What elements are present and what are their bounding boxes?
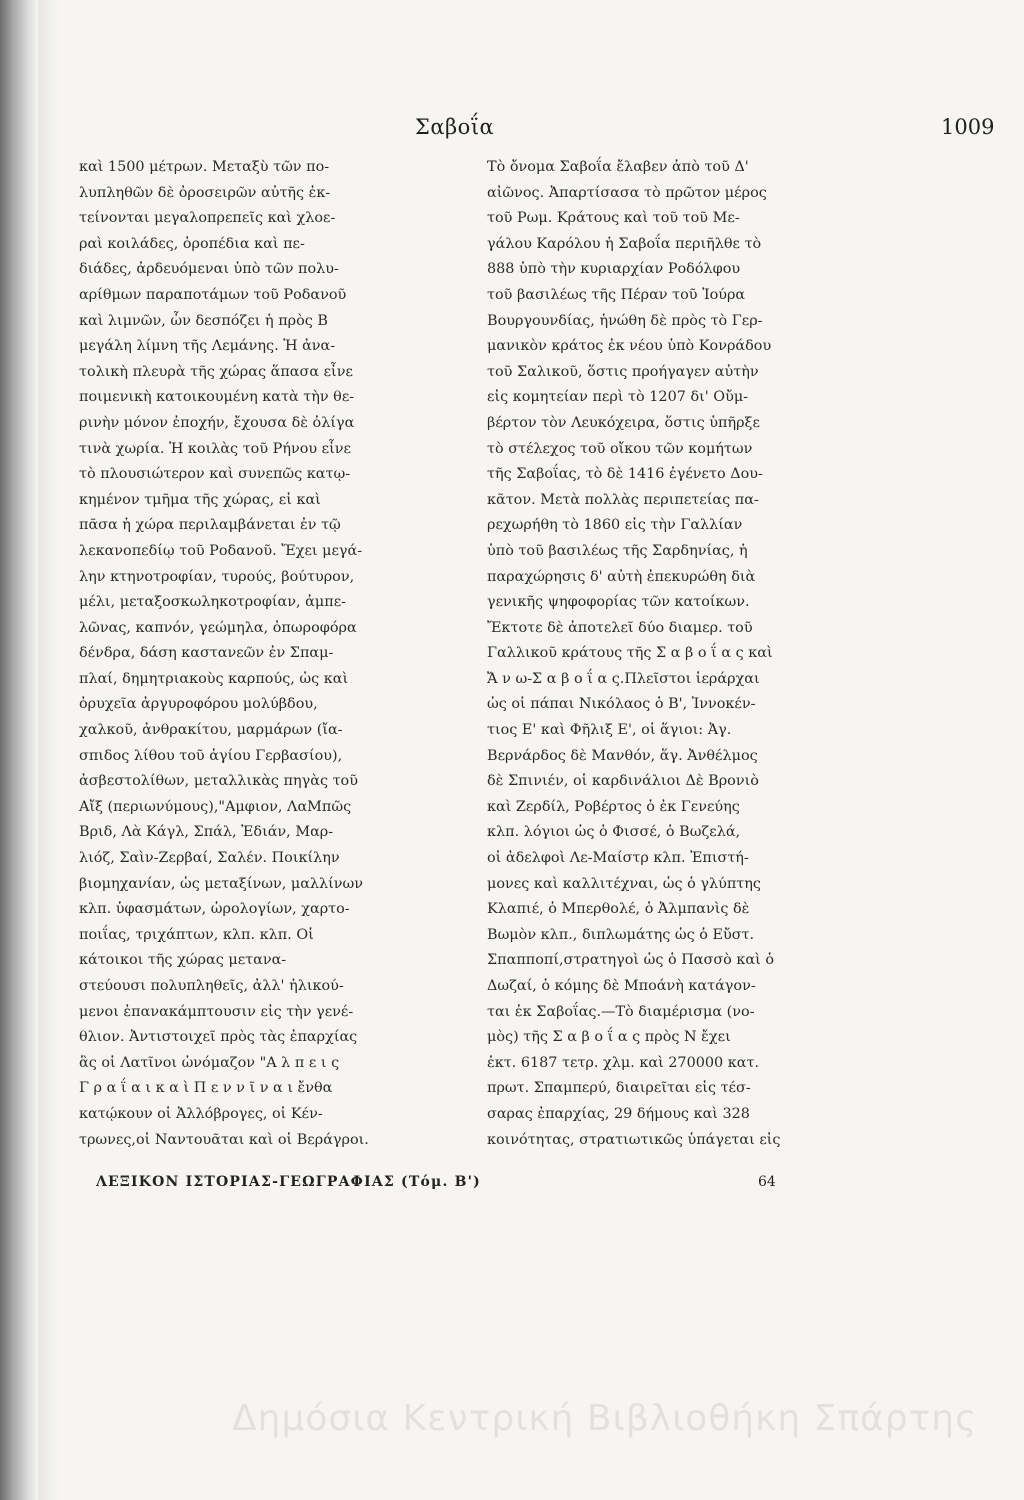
text-line: ποιΐας, τριχάπτων, κλπ. κλπ. Οἱ xyxy=(79,926,314,943)
text-line: λῶνας, καπνόν, γεώμηλα, ὀπωροφόρα xyxy=(79,619,357,636)
text-line: πᾶσα ἡ χώρα περιλαμβάνεται ἐν τῷ xyxy=(79,517,341,534)
text-line: βέρτον τὸν Λευκόχειρα, ὅστις ὑπῆρξε xyxy=(487,414,760,431)
text-line: Τὸ ὄνομα Σαβοΐα ἔλαβεν ἀπὸ τοῦ Δ' xyxy=(487,159,749,175)
text-line: τρωνες,οἱ Ναντουᾶται καὶ οἱ Βεράγροι. xyxy=(79,1131,369,1148)
text-line: σπιδος λίθου τοῦ ἁγίου Γερβασίου), xyxy=(79,747,343,764)
text-line: διάδες, ἀρδευόμεναι ὑπὸ τῶν πολυ- xyxy=(79,261,339,278)
text-line: καὶ Ζερδίλ, Ροβέρτος ὁ ἐκ Γενεύης xyxy=(487,798,740,815)
text-line: Γαλλικοῦ κράτους τῆς Σ α β ο ΐ α ς καὶ xyxy=(487,645,773,662)
text-line: κλπ. λόγιοι ὡς ὁ Φισσέ, ὁ Βωζελά, xyxy=(487,824,741,841)
left-column xyxy=(79,155,463,1153)
library-watermark: Δημόσια Κεντρική Βιβλιοθήκη Σπάρτης xyxy=(232,1398,978,1439)
text-line: τινὰ χωρία. Ἡ κοιλὰς τοῦ Ρήνου εἶνε xyxy=(79,440,351,457)
text-line: εἰς κομητείαν περὶ τὸ 1207 δι' Οὔμ- xyxy=(487,389,749,406)
text-line: καὶ λιμνῶν, ὧν δεσπόζει ἡ πρὸς Β xyxy=(79,312,329,329)
text-line: κλπ. ὑφασμάτων, ὡρολογίων, χαρτο- xyxy=(79,901,350,918)
text-line: βιομηχανίαν, ὡς μεταξίνων, μαλλίνων xyxy=(79,875,364,892)
text-line: μανικὸν κράτος ἐκ νέου ὑπὸ Κονράδου xyxy=(487,338,772,355)
page-number: 1009 xyxy=(941,115,995,139)
text-line: Βερνάρδος δὲ Μανθόν, ἅγ. Ἀνθέλμος xyxy=(487,747,758,764)
text-line: αρίθμων παραποτάμων τοῦ Ροδανοῦ xyxy=(79,286,347,303)
text-line: ὀρυχεῖα ἀργυροφόρου μολύβδου, xyxy=(79,696,318,713)
text-line: ἐκτ. 6187 τετρ. χλμ. καὶ 270000 κατ. xyxy=(487,1054,760,1071)
text-line: τοῦ Σαλικοῦ, ὅστις προήγαγεν αὐτὴν xyxy=(487,363,759,380)
text-line: μενοι ἐπανακάμπτουσιν εἰς τὴν γενέ- xyxy=(79,1003,354,1020)
text-line: Βωμὸν κλπ., διπλωμάτης ὡς ὁ Εὔστ. xyxy=(487,926,755,943)
text-line: καὶ 1500 μέτρων. Μεταξὺ τῶν πο- xyxy=(79,159,330,175)
text-line: σαρας ἐπαρχίας, 29 δήμους καὶ 328 xyxy=(487,1105,750,1122)
text-line: γάλου Καρόλου ἡ Σαβοΐα περιῆλθε τὸ xyxy=(487,235,762,252)
text-line: μεγάλη λίμνη τῆς Λεμάνης. Ἡ ἀνα- xyxy=(79,338,336,355)
text-line: ρεχωρήθη τὸ 1860 εἰς τὴν Γαλλίαν xyxy=(487,517,743,534)
text-line: Κλαπιέ, ὁ Μπερθολέ, ὁ Ἀλμπανὶς δὲ xyxy=(487,901,750,918)
binding-shadow xyxy=(0,0,38,1500)
text-line: τὸ στέλεχος τοῦ οἴκου τῶν κομήτων xyxy=(487,440,753,457)
text-line: οἱ ἀδελφοὶ Λε-Μαίστρ κλπ. Ἐπιστή- xyxy=(487,850,749,867)
text-line: ὑπὸ τοῦ βασιλέως τῆς Σαρδηνίας, ἡ xyxy=(487,542,748,559)
footer-signature: ΛΕΞΙΚΟΝ ΙΣΤΟΡΙΑΣ-ΓΕΩΓΡΑΦΙΑΣ (Τόμ. Β') xyxy=(96,1174,481,1190)
text-line: λυπληθῶν δὲ ὀροσειρῶν αὐτῆς ἐκ- xyxy=(79,184,331,201)
text-line: ρινὴν μόνον ἐποχήν, ἔχουσα δὲ ὀλίγα xyxy=(79,414,355,431)
text-line: κοινότητας, στρατιωτικῶς ὑπάγεται εἰς xyxy=(487,1131,781,1148)
text-line: θλιον. Ἀντιστοιχεῖ πρὸς τὰς ἐπαρχίας xyxy=(79,1029,358,1046)
text-line: ραὶ κοιλάδες, ὀροπέδια καὶ πε- xyxy=(79,235,305,252)
text-line: τῆς Σαβοΐας, τὸ δὲ 1416 ἐγένετο Δου- xyxy=(487,466,763,483)
text-line: τὸ πλουσιώτερον καὶ συνεπῶς κατῳ- xyxy=(79,466,351,483)
text-line: Ἔκτοτε δὲ ἀποτελεῖ δύο διαμερ. τοῦ xyxy=(487,619,753,636)
text-line: παραχώρησις δ' αὐτὴ ἐπεκυρώθη διὰ xyxy=(487,568,756,585)
text-line: κατῴκουν οἱ Ἀλλόβρογες, οἱ Κέν- xyxy=(79,1105,323,1122)
binding-shadow-soft xyxy=(38,0,60,1500)
text-line: τιος Ε' καὶ Φῆλιξ Ε', οἱ ἅγιοι: Ἀγ. xyxy=(487,722,732,739)
text-line: δένδρα, δάση καστανεῶν ἐν Σπαμ- xyxy=(79,645,334,662)
text-line: τοῦ βασιλέως τῆς Πέραν τοῦ Ἰούρα xyxy=(487,286,746,303)
text-line: Αἴξ (περιωνύμους),"Αμφιον, ΛαΜπῶς xyxy=(79,798,352,815)
text-line: τείνονται μεγαλοπρεπεῖς καὶ χλοε- xyxy=(79,210,336,227)
text-line: ἃς οἱ Λατῖνοι ὠνόμαζον "Α λ π ε ι ς xyxy=(79,1054,340,1071)
text-line: δὲ Σπινιέν, οἱ καρδινάλιοι Δὲ Βρονιὸ xyxy=(487,773,759,790)
text-line: 888 ὑπὸ τὴν κυριαρχίαν Ροδόλφου xyxy=(487,261,741,278)
text-line: μέλι, μεταξοσκωληκοτροφίαν, ἀμπε- xyxy=(79,594,347,611)
text-line: κᾶτον. Μετὰ πολλὰς περιπετείας πα- xyxy=(487,491,759,508)
text-line: Δωζαί, ὁ κόμης δὲ Μποάνὴ κατάγον- xyxy=(487,978,756,994)
text-line: πλαί, δημητριακοὺς καρπούς, ὡς καὶ xyxy=(79,670,349,687)
text-line: Βουργουνδίας, ἡνώθη δὲ πρὸς τὸ Γερ- xyxy=(487,312,763,329)
text-line: ται ἐκ Σαβοΐας.—Τὸ διαμέρισμα (νο- xyxy=(487,1003,755,1020)
text-line: αἰῶνος. Ἀπαρτίσασα τὸ πρῶτον μέρος xyxy=(487,184,767,201)
text-line: λην κτηνοτροφίαν, τυρούς, βούτυρον, xyxy=(79,568,355,585)
text-line: χαλκοῦ, ἀνθρακίτου, μαρμάρων (ἴα- xyxy=(79,722,343,739)
text-line: Σπαπποπί,στρατηγοὶ ὡς ὁ Πασσὸ καὶ ὁ xyxy=(487,952,774,969)
text-line: κημένον τμῆμα τῆς χώρας, εἰ καὶ xyxy=(79,491,321,508)
text-line: τολικὴ πλευρὰ τῆς χώρας ἅπασα εἶνε xyxy=(79,363,353,380)
text-line: μὸς) τῆς Σ α β ο ΐ α ς πρὸς Ν ἔχει xyxy=(487,1029,731,1046)
footer-sheet-number: 64 xyxy=(758,1174,776,1190)
text-line: ἀσβεστολίθων, μεταλλικὰς πηγὰς τοῦ xyxy=(79,773,358,790)
text-line: Γ ρ α ΐ α ι κ α ὶ Π ε ν ν ῖ ν α ι ἔνθα xyxy=(79,1080,333,1097)
text-line: κάτοικοι τῆς χώρας μετανα- xyxy=(79,952,287,969)
page-title: Σαβοΐα xyxy=(415,115,495,139)
text-line: τοῦ Ρωμ. Κράτους καὶ τοῦ τοῦ Με- xyxy=(487,210,740,227)
text-line: Ἄ ν ω-Σ α β ο ΐ α ς.Πλεῖστοι ἱεράρχαι xyxy=(487,670,760,687)
text-line: Βριδ, Λὰ Κάγλ, Σπάλ, Ἐδιάν, Μαρ- xyxy=(79,824,334,841)
text-line: λιόζ, Σαὶν-Ζερβαί, Σαλέν. Ποικίλην xyxy=(79,850,340,867)
text-line: πρωτ. Σπαμπερύ, διαιρεῖται εἰς τέσ- xyxy=(487,1080,751,1097)
right-column xyxy=(487,155,857,1153)
text-line: στεύουσι πολυπληθεῖς, ἀλλ' ἠλικού- xyxy=(79,978,344,994)
text-line: ὡς οἱ πάπαι Νικόλαος ὁ Β', Ἰννοκέν- xyxy=(487,696,756,713)
text-line: γενικῆς ψηφοφορίας τῶν κατοίκων. xyxy=(487,594,750,611)
text-line: μονες καὶ καλλιτέχναι, ὡς ὁ γλύπτης xyxy=(487,875,761,892)
text-line: ποιμενικὴ κατοικουμένη κατὰ τὴν θε- xyxy=(79,389,355,406)
text-line: λεκανοπεδίῳ τοῦ Ροδανοῦ. Ἔχει μεγά- xyxy=(79,542,363,559)
